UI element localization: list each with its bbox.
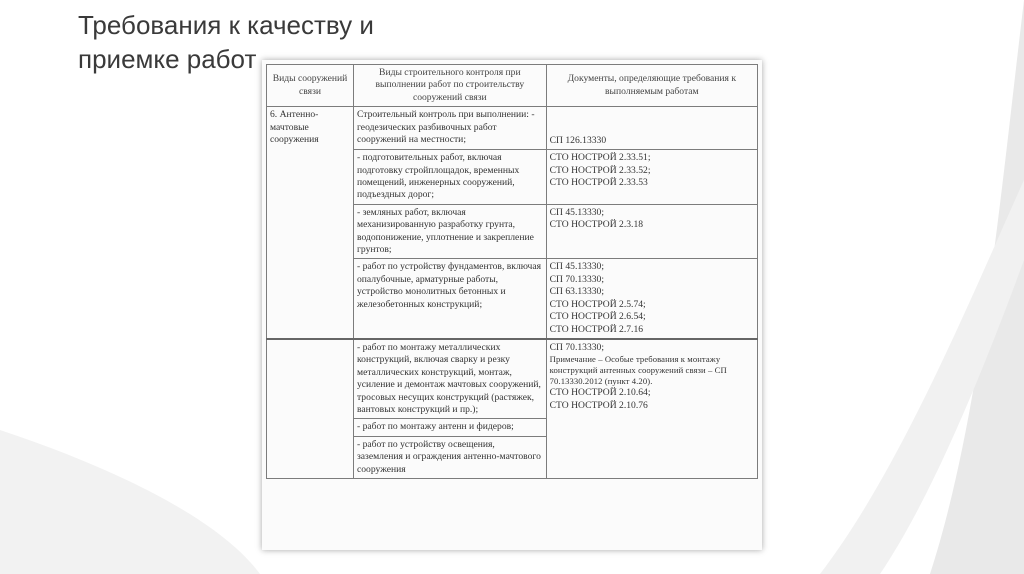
structure-type-cell: 6. Антенно-мачтовые сооружения [267,107,354,339]
doc-ref: СП 45.13330; [549,261,605,273]
doc-ref: СТО НОСТРОЙ 2.33.51; [549,152,651,164]
table-row [267,107,758,150]
header-structure-types: Виды сооружений связи [267,65,354,107]
doc-ref: СП 45.13330; [549,206,605,218]
doc-ref: СТО НОСТРОЙ 2.3.18 [549,219,644,231]
doc-ref: СП 70.13330; [549,341,605,353]
docs-cell [546,107,757,150]
header-documents: Документы, определяющие требования к выполняемым работам [546,65,757,107]
doc-ref: СТО НОСТРОЙ 2.10.64; [549,387,651,399]
work-cell: - работ по монтажу антенн и фидеров; [354,419,547,436]
table-header-row [267,65,758,107]
docs-cell [546,259,757,339]
doc-ref: СП 126.13330 [549,134,607,146]
work-cell: - работ по монтажу металлических конструкций, включая сварку и резку металлических конструкций, монтаж, усиление и демонтаж мачтовых сооружений, тросовых несущих конструкций (растяжек, вантовых конструкций и пр.); [354,339,547,419]
doc-note: Примечание – Особые требования к монтажу конструкций антенных сооружений связи – СП 70.13330.2012 (пункт 4.20). [549,354,727,387]
document-scan [262,60,762,550]
slide-title-line-1: Требования к качеству и [78,10,374,40]
doc-ref: СТО НОСТРОЙ 2.10.76 [549,399,648,411]
table-row [267,339,758,419]
work-cell: - земляных работ, включая механизированную разработку грунта, водопонижение, уплотнение и закрепление грунтов; [354,204,547,259]
work-cell: - работ по устройству фундаментов, включая опалубочные, арматурные работы, устройство монолитных бетонных и железобетонных конструкций; [354,259,547,339]
doc-ref: СТО НОСТРОЙ 2.7.16 [549,323,644,335]
doc-ref: СТО НОСТРОЙ 2.6.54; [549,311,646,323]
doc-ref: СП 70.13330; [549,273,605,285]
work-cell: - подготовительных работ, включая подготовку стройплощадок, временных помещений, инженерных сооружений, подъездных дорог; [354,150,547,205]
work-cell: Строительный контроль при выполнении: - геодезических разбивочных работ сооружений на местности; [354,107,547,150]
slide-title-line-2: приемке работ [78,44,257,74]
doc-ref: СТО НОСТРОЙ 2.33.53 [549,177,648,189]
doc-ref: СТО НОСТРОЙ 2.5.74; [549,298,646,310]
docs-cell [546,204,757,259]
structure-type-cell-empty [267,339,354,479]
work-cell: - работ по устройству освещения, заземления и ограждения антенно-мачтового сооружения [354,436,547,478]
header-control-types: Виды строительного контроля при выполнении работ по строительству сооружений связи [354,65,547,107]
doc-ref: СП 63.13330; [549,286,605,298]
requirements-table [266,64,758,479]
doc-ref: СТО НОСТРОЙ 2.33.52; [549,164,651,176]
docs-cell [546,150,757,205]
docs-cell [546,339,757,479]
